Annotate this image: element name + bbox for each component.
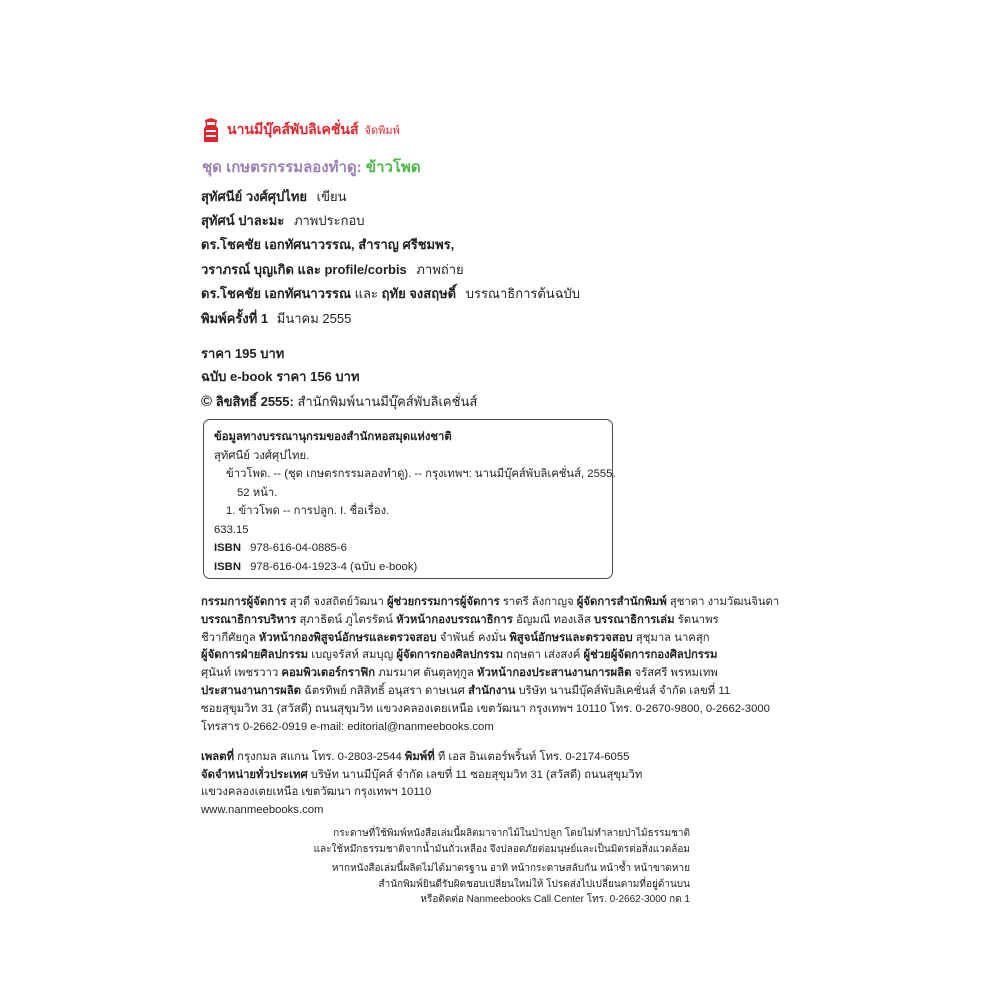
series-title: ข้าวโพด bbox=[365, 159, 421, 176]
printer-label: พิมพ์ที่ bbox=[404, 751, 435, 763]
staff-title: บรรณาธิการเล่ม bbox=[594, 613, 675, 626]
isbn-value: 978-616-04-0885-6 bbox=[250, 542, 347, 554]
credit-connector: และ bbox=[354, 285, 378, 301]
credit-name: ฤทัย จงสฤษดิ์ bbox=[381, 285, 457, 301]
office-address: ซอยสุขุมวิท 31 (สวัสดี) ถนนสุขุมวิท แขวงคลองเตยเหนือ เขตวัฒนา กรุงเทพฯ 10110 โทร. 0-2670-9800, 0-2662-3000 bbox=[201, 702, 770, 715]
staff-line bbox=[201, 683, 801, 701]
staff-title: กรรมการผู้จัดการ bbox=[201, 596, 287, 608]
credit-role: ภาพถ่าย bbox=[416, 261, 464, 277]
staff-line bbox=[201, 612, 801, 630]
series-line bbox=[202, 155, 421, 179]
staff-title: คอมพิวเตอร์กราฟิก bbox=[281, 667, 376, 680]
staff-title: ผู้ช่วยกรรมการผู้จัดการ bbox=[386, 596, 500, 608]
cip-class-number: 633.15 bbox=[214, 523, 249, 536]
staff-value: เบญจรัสห์ สมบุญ bbox=[311, 649, 394, 662]
ebook-price-line: ฉบับ e-book ราคา 156 บาท bbox=[201, 369, 360, 384]
staff-value: สุชาดา งามวัฒนจินดา bbox=[669, 596, 780, 608]
copyright-owner: สำนักพิมพ์นานมีบุ๊คส์พับลิเคชั่นส์ bbox=[297, 394, 478, 409]
call-center-note: หรือติดต่อ Nanmeebooks Call Center โทร. 0-2662-3000 กด 1 bbox=[420, 894, 690, 906]
cip-isbn-ebook bbox=[214, 558, 602, 577]
cip-isbn bbox=[214, 539, 602, 558]
staff-value: สุชุมาล นาคสุก bbox=[635, 631, 710, 644]
isbn-value: 978-616-04-1923-4 (ฉบับ e-book) bbox=[250, 560, 418, 573]
distribution-value: บริษัท นานมีบุ๊คส์ จำกัด เลขที่ 11 ซอยสุขุมวิท 31 (สวัสดี) ถนนสุขุมวิท bbox=[310, 768, 643, 781]
staff-value: ศุนันท์ เพชรวาว bbox=[201, 667, 279, 680]
credit-line bbox=[201, 185, 580, 209]
printing-line bbox=[201, 749, 642, 767]
defect-note: หากหนังสือเล่มนี้ผลิตไม่ได้มาตรฐาน อาทิ หน้ากระดาษสลับกัน หน้าซ้ำ หน้าขาดหาย bbox=[331, 863, 690, 875]
series-label: ชุด เกษตรกรรมลองทำดู: bbox=[202, 159, 362, 176]
staff-block bbox=[201, 594, 801, 736]
credit-name: ดร.โชคชัย เอกทัศนาวรรณ bbox=[201, 285, 352, 301]
staff-line bbox=[201, 594, 801, 612]
publisher-suffix: จัดพิมพ์ bbox=[364, 125, 400, 137]
credit-role: บรรณาธิการต้นฉบับ bbox=[465, 285, 581, 301]
staff-title: พิสูจน์อักษรและตรวจสอบ bbox=[509, 631, 633, 644]
staff-value: ราตรี ลังกาญจ bbox=[502, 596, 574, 608]
staff-value: บริษัท นานมีบุ๊คส์พับลิเคชั่นส์ จำกัด เลขที่ 11 bbox=[518, 684, 731, 697]
staff-value: สุวดี จงสถิตย์วัฒนา bbox=[289, 596, 384, 608]
credit-role: ภาพประกอบ bbox=[293, 213, 365, 229]
credit-line bbox=[201, 282, 580, 306]
staff-value: จรัสศรี พรหมเทพ bbox=[634, 667, 718, 680]
staff-title: ผู้จัดการฝ่ายศิลปกรรม bbox=[201, 649, 309, 662]
staff-value: กฤษดา เส่งสงค์ bbox=[506, 649, 581, 662]
cip-box bbox=[203, 419, 616, 579]
defect-note: สำนักพิมพ์ยินดีรับผิดชอบเปลี่ยนใหม่ให้ โปรดส่งไปเปลี่ยนตามที่อยู่ด้านบน bbox=[378, 878, 690, 890]
cip-author: สุทัศนีย์ วงศ์ศุปไทย. bbox=[214, 449, 310, 462]
staff-line bbox=[201, 647, 801, 665]
distribution-label: จัดจำหน่ายทั่วประเทศ bbox=[201, 768, 308, 781]
distribution-line bbox=[201, 767, 642, 785]
publisher-row bbox=[201, 117, 400, 143]
footnote-block bbox=[300, 826, 690, 908]
staff-title: ประสานงานการผลิต bbox=[201, 684, 301, 697]
isbn-label: ISBN bbox=[214, 542, 241, 554]
price-line: ราคา 195 บาท bbox=[201, 346, 285, 361]
cip-subjects: 1. ข้าวโพด -- การปลูก. I. ชื่อเรื่อง. bbox=[226, 505, 390, 517]
staff-line bbox=[201, 665, 801, 683]
plate-label: เพลตที่ bbox=[201, 751, 235, 763]
publisher-logo-icon bbox=[201, 117, 221, 143]
staff-value: รัตนาพร bbox=[677, 613, 719, 626]
credit-name: วราภรณ์ บุญเกิด และ profile/corbis bbox=[201, 261, 407, 277]
staff-value: สุภาธิตน์ ภูไตรรัตน์ bbox=[299, 613, 393, 626]
plate-value: กรุงกมล สแกน โทร. 0-2803-2544 bbox=[237, 751, 402, 763]
staff-value: ภมรมาศ ตันตุลทุกูล bbox=[378, 667, 474, 680]
staff-title: หัวหน้ากองบรรณาธิการ bbox=[396, 613, 513, 626]
edition-date: มีนาคม 2555 bbox=[276, 311, 352, 326]
credit-line bbox=[201, 258, 580, 282]
copyright-icon: © bbox=[201, 393, 213, 410]
paper-note: กระดาษที่ใช้พิมพ์หนังสือเล่มนี้ผลิตมาจากไม้ในป่าปลูก โดยไม่ทำลายป่าไม้ธรรมชาติ bbox=[333, 828, 690, 839]
printer-value: ที เอส อินเตอร์พริ้นท์ โทร. 0-2174-6055 bbox=[437, 751, 630, 763]
staff-title: หัวหน้ากองประสานงานการผลิต bbox=[477, 667, 632, 680]
cip-pages: 52 หน้า. bbox=[237, 486, 278, 499]
paper-note: และใช้หมึกธรรมชาติจากน้ำมันถั่วเหลือง จึงปลอดภัยต่อมนุษย์และเป็นมิตรต่อสิ่งแวดล้อม bbox=[313, 843, 690, 855]
staff-title: ผู้จัดการสำนักพิมพ์ bbox=[576, 596, 667, 608]
staff-line bbox=[201, 630, 801, 648]
staff-value: ชีวากีศัยกูล bbox=[201, 631, 256, 644]
credit-line bbox=[201, 209, 580, 233]
edition-line bbox=[201, 308, 351, 329]
staff-value: ฉัตรทิพย์ กสิสิทธิ์ อนุสรา ดาษเนศ bbox=[304, 684, 465, 697]
staff-title: บรรณาธิการบริหาร bbox=[201, 613, 297, 626]
staff-title: หัวหน้ากองพิสูจน์อักษรและตรวจสอบ bbox=[258, 631, 437, 644]
publisher-name: นานมีบุ๊คส์พับลิเคชั่นส์ bbox=[227, 121, 359, 137]
cip-title: ข้อมูลทางบรรณานุกรมของสำนักหอสมุดแห่งชาติ bbox=[214, 431, 452, 443]
credit-name: สุทัศน์ ปาละมะ bbox=[201, 213, 285, 229]
printing-block bbox=[201, 749, 642, 819]
staff-value: อัญมณี ทองเลิส bbox=[515, 613, 591, 626]
credit-line bbox=[201, 233, 580, 257]
isbn-label: ISBN bbox=[214, 560, 241, 573]
copyright-label: ลิขสิทธิ์ 2555: bbox=[215, 394, 294, 409]
staff-title: สำนักงาน bbox=[467, 684, 516, 697]
copyright-line bbox=[201, 391, 477, 412]
edition-label: พิมพ์ครั้งที่ 1 bbox=[201, 311, 269, 326]
staff-title: ผู้จัดการกองศิลปกรรม bbox=[396, 649, 504, 662]
cip-title-line: ข้าวโพด. -- (ชุด เกษตรกรรมลองทำดู). -- กรุงเทพฯ: นานมีบุ๊คส์พับลิเคชั่นส์, 2555. bbox=[226, 468, 616, 480]
distribution-address: แขวงคลองเตยเหนือ เขตวัฒนา กรุงเทพฯ 10110 bbox=[201, 786, 432, 798]
credit-name: สุทัศนีย์ วงศ์ศุปไทย bbox=[201, 189, 307, 204]
website-link[interactable]: www.nanmeebooks.com bbox=[201, 803, 324, 816]
office-contact: โทรสาร 0-2662-0919 e-mail: editorial@nanmeebooks.com bbox=[201, 720, 494, 733]
staff-title: ผู้ช่วยผู้จัดการกองศิลปกรรม bbox=[583, 649, 718, 662]
staff-value: จำพันธ์ คงมั่น bbox=[439, 631, 507, 644]
credits-block bbox=[201, 185, 580, 306]
credit-role: เขียน bbox=[316, 189, 347, 204]
credit-name: ดร.โชคชัย เอกทัศนาวรรณ, สำราญ ศรีชมพร, bbox=[201, 237, 455, 253]
